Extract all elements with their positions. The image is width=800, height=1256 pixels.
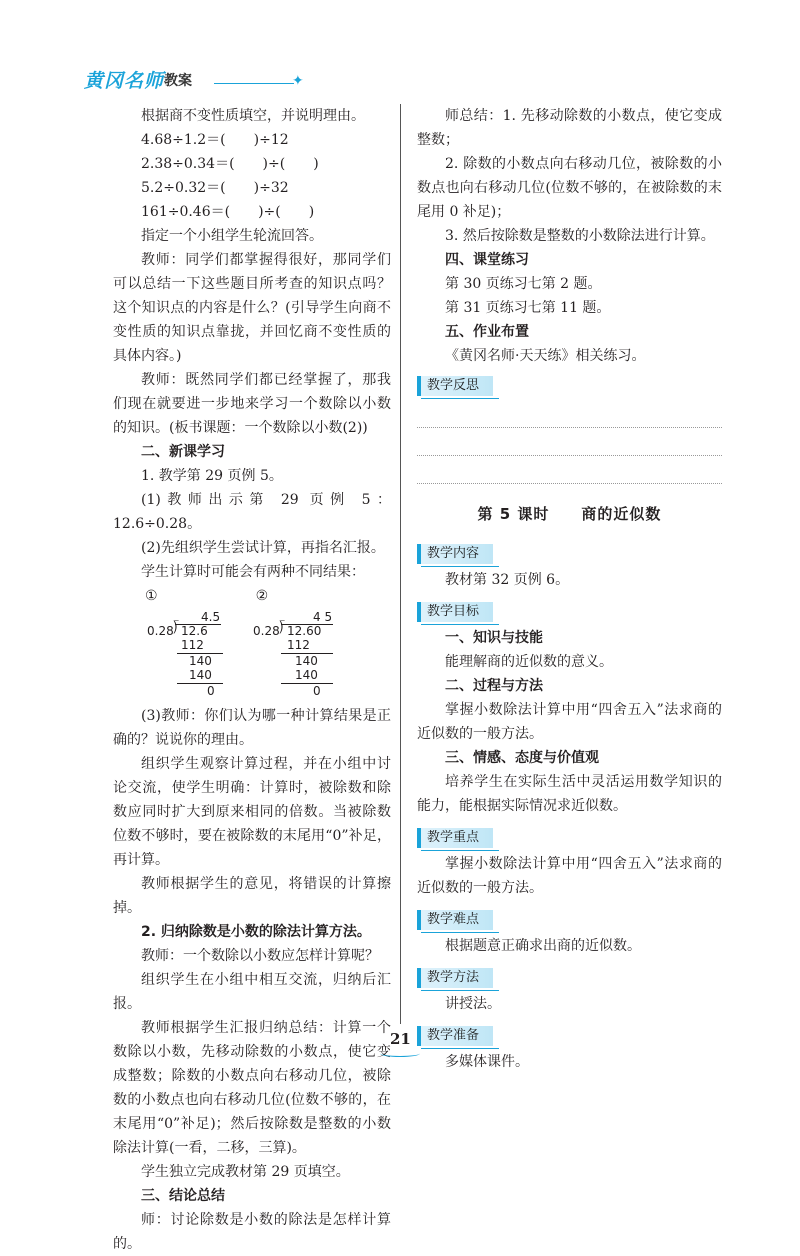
right-column: [417, 104, 722, 1074]
paragraph: 多媒体课件。: [445, 1054, 529, 1070]
lesson-title: 第 5 课时 商的近似数: [477, 505, 662, 523]
section-heading: 二、新课学习: [141, 444, 225, 460]
paragraph: 学生独立完成教材第 29 页填空。: [141, 1164, 350, 1180]
paragraph: (2)先组织学生尝试计算，再指名汇报。: [141, 540, 385, 556]
dotted-line: [417, 428, 722, 456]
remainder-line: 140: [189, 654, 212, 668]
dotted-line: [417, 400, 722, 428]
remainder-line: 140: [295, 668, 318, 682]
practice-item: 第 31 页练习七第 11 题。: [445, 300, 611, 316]
equation-line: 2.38÷0.34＝( )÷( ): [141, 156, 319, 172]
section-heading: 五、作业布置: [445, 324, 529, 340]
subheading: 二、过程与方法: [445, 678, 543, 694]
quotient: 4.5: [201, 610, 221, 624]
homework-item: 《黄冈名师·天天练》相关练习。: [445, 348, 646, 364]
summary-line: 2. 除数的小数点向右移动几位，被除数的小数点也向右移动几位(位数不够的，在被除数的末尾用 0 补足)；: [417, 156, 722, 220]
paragraph: 掌握小数除法计算中用“四舍五入”法求商的近似数的一般方法。: [417, 702, 722, 742]
page-header: [84, 66, 324, 96]
brand-subtitle: 教案: [164, 73, 192, 89]
paragraph: 组织学生观察计算过程，并在小组中讨论交流，使学生明确：计算时，被除数和除数应同时扩大到原来相同的倍数。当被除数位数不够时，要在被除数的末尾用“0”补足，再计算。: [113, 756, 391, 868]
difficulty-header: [417, 906, 722, 934]
divisor: 0.28: [147, 624, 174, 638]
dotted-line: [417, 456, 722, 484]
remainder-line: 140: [189, 668, 212, 682]
header-rule: [214, 83, 294, 84]
paragraph: 根据题意正确求出商的近似数。: [445, 938, 641, 954]
equation-line: 4.68÷1.2＝( )÷12: [141, 132, 289, 148]
paragraph: 组织学生在小组中相互交流，归纳后汇报。: [113, 972, 391, 1012]
key-header: [417, 824, 722, 852]
page-number: 21: [390, 1030, 411, 1048]
remainder-line: 0: [313, 684, 321, 698]
page-number-ornament: [380, 1050, 420, 1057]
paragraph: 学生计算时可能会有两种不同结果：: [141, 564, 365, 580]
paragraph: (3)教师：你们认为哪一种计算结果是正确的？说说你的理由。: [113, 708, 391, 748]
paragraph: 教师根据学生汇报归纳总结：计算一个数除以小数，先移动除数的小数点，使它变成整数；除数的小数点向右移动几位，被除数的小数点也向右移动几位(位数不够的，在末尾用“0”补足)；然后按除数是整数的小数除法计算(一看，二移，三算)。: [113, 1020, 391, 1156]
equation-line: 161÷0.46＝( )÷( ): [141, 204, 315, 220]
paragraph: 教师：既然同学们都已经掌握了，那我们现在就要进一步地来学习一个数除以小数的知识。(板书课题：一个数除以小数(2)): [113, 372, 391, 436]
dividend: 12.60: [287, 624, 322, 638]
reflection-header: [417, 372, 722, 400]
section-heading: 四、课堂练习: [445, 252, 529, 268]
content-tag: 教学内容: [417, 544, 493, 564]
remainder-line: 112: [181, 638, 204, 652]
result-markers: [113, 584, 391, 608]
practice-item: 第 30 页练习七第 2 题。: [445, 276, 602, 292]
column-divider: [400, 104, 401, 1024]
circle-one: ①: [145, 588, 158, 604]
quotient: 4 5: [313, 610, 333, 624]
content-header: [417, 540, 722, 568]
method-tag: 教学方法: [417, 968, 493, 988]
key-tag: 教学重点: [417, 828, 493, 848]
paragraph: 师：讨论除数是小数的除法是怎样计算的。: [113, 1212, 391, 1252]
subheading: 2. 归纳除数是小数的除法计算方法。: [141, 924, 371, 940]
summary-line: 师总结：1. 先移动除数的小数点，使它变成整数；: [417, 108, 722, 148]
prep-header: [417, 1022, 722, 1050]
circle-two: ②: [255, 588, 269, 604]
goals-tag: 教学目标: [417, 602, 493, 622]
equation-line: 5.2÷0.32＝( )÷32: [141, 180, 289, 196]
goals-header: [417, 598, 722, 626]
paragraph: 1. 教学第 29 页例 5。: [141, 468, 283, 484]
left-column: [113, 104, 391, 1256]
paragraph: 根据商不变性质填空，并说明理由。: [141, 108, 365, 124]
paragraph: 指定一个小组学生轮流回答。: [141, 228, 323, 244]
paragraph: 能理解商的近似数的意义。: [445, 654, 613, 670]
paragraph: 教师：一个数除以小数应怎样计算呢？: [141, 948, 379, 964]
paragraph: 讲授法。: [445, 996, 501, 1012]
prep-tag: 教学准备: [417, 1026, 493, 1046]
divisor: 0.28: [253, 624, 280, 638]
remainder-line: 140: [295, 654, 318, 668]
brand-logo: 黄冈名师: [84, 70, 165, 92]
paragraph: (1)教师出示第 29 页例 5：12.6÷0.28。: [113, 492, 391, 532]
remainder-line: 112: [287, 638, 310, 652]
paragraph: 教材第 32 页例 6。: [445, 572, 570, 588]
paragraph: 培养学生在实际生活中灵活运用数学知识的能力，能根据实际情况求近似数。: [417, 774, 722, 814]
dividend: 12.6: [181, 624, 208, 638]
method-header: [417, 964, 722, 992]
subheading: 一、知识与技能: [445, 630, 543, 646]
paragraph: 教师根据学生的意见，将错误的计算擦掉。: [113, 876, 391, 916]
paragraph: 掌握小数除法计算中用“四舍五入”法求商的近似数的一般方法。: [417, 856, 722, 896]
difficulty-tag: 教学难点: [417, 910, 493, 930]
reflection-tag: 教学反思: [417, 376, 493, 396]
summary-line: 3. 然后按除数是整数的小数除法进行计算。: [445, 228, 715, 244]
section-heading: 三、结论总结: [141, 1188, 225, 1204]
subheading: 三、情感、态度与价值观: [445, 750, 599, 766]
long-division-figure: 4.5 0.28 ⟌ 12.6 112 140 140 0 4 5 0.28 ⟌ 12.60 112 140 140 0: [147, 610, 333, 698]
paragraph: 教师：同学们都掌握得很好，那同学们可以总结一下这些题目所考查的知识点吗？这个知识点的内容是什么？(引导学生向商不变性质的知识点靠拢，并回忆商不变性质的具体内容。): [113, 252, 391, 364]
remainder-line: 0: [207, 684, 215, 698]
star-icon: ✦: [292, 73, 304, 89]
